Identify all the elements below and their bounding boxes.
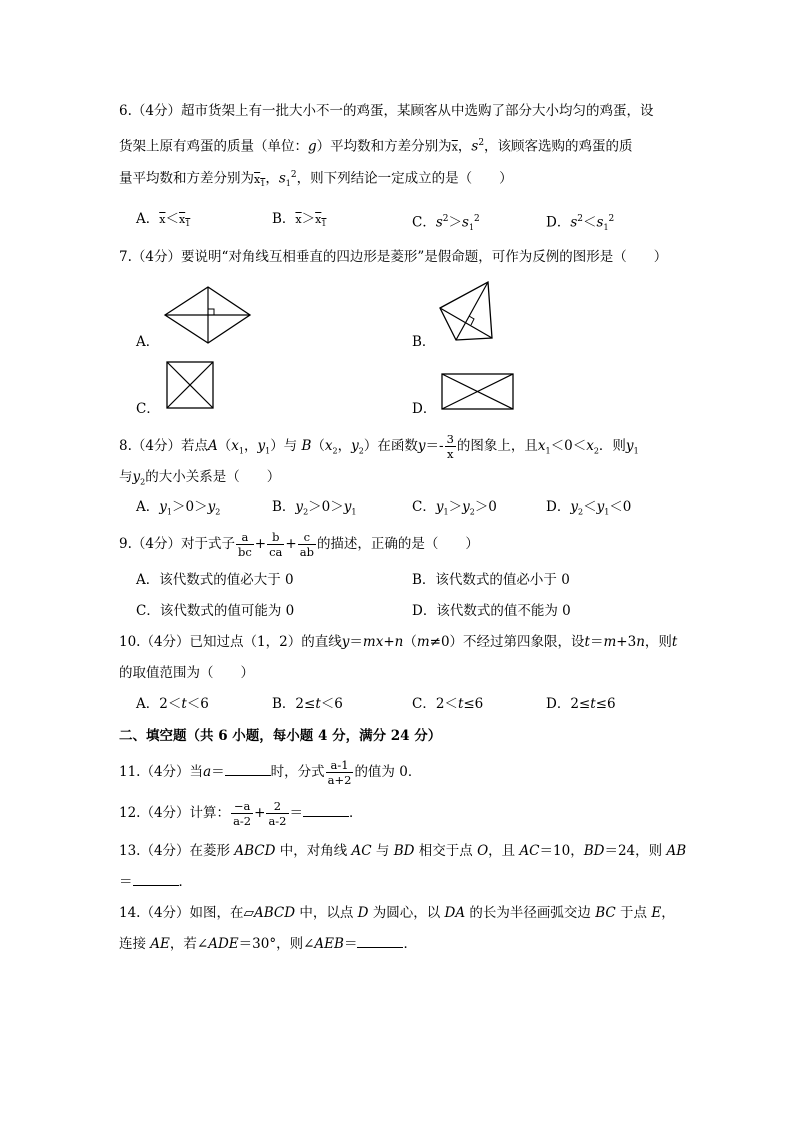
q6-option-a[interactable]: A．$\overline{x}<x_1$ [136, 211, 191, 229]
q7-label-d[interactable]: D． [412, 401, 437, 417]
q7-label-c[interactable]: C． [136, 401, 160, 417]
q9-option-b[interactable]: B．该代数式的值必小于 0 [412, 572, 570, 588]
q6-option-d[interactable]: D．$s^2<s_1^2$ [546, 214, 615, 233]
q8-option-c[interactable]: C．$y_1>y_2>0$ [412, 499, 497, 517]
q9-option-c[interactable]: C．该代数式的值可能为 0 [136, 603, 295, 619]
q14-line1: 14.（4分）如图，在▱ABCD 中，以点 D 为圆心，以 DA 的长为半径画弧交边 BC 于点 E， [119, 905, 675, 921]
q14-answer-blank[interactable] [357, 934, 403, 948]
q7-figure-a [160, 283, 255, 348]
q6-option-b[interactable]: B．$\overline{x}>x_1$ [272, 211, 327, 229]
q12-stem: 12.（4分）计算： $\frac{-a}{a-2}$ + $\frac{2}{a-2}$ ＝ ． [119, 799, 363, 828]
q7-stem: 7.（4分）要说明“对角线互相垂直的四边形是菱形”是假命题，可作为反例的图形是（ ） [119, 249, 668, 265]
q8-line1: 8.（4分）若点$A(x_1$，$y_1$）与 $B(x_2$，$y_2$）在函数y＝- $\frac{3}{x}$ 的图象上，且$x_1<0<x_2$．则$y_1$ [119, 432, 639, 461]
q13-answer-blank[interactable] [133, 872, 179, 886]
q7-label-b[interactable]: B． [412, 334, 436, 350]
q7-label-a[interactable]: A． [136, 334, 160, 350]
q6-line1: 6.（4分）超市货架上有一批大小不一的鸡蛋，某顾客从中选购了部分大小均匀的鸡蛋，设 [119, 103, 654, 119]
q10-option-b[interactable]: B．2≤t＜6 [272, 696, 343, 712]
q11-answer-blank[interactable] [225, 762, 271, 776]
q7-figure-c [165, 360, 215, 410]
q6-line2: 货架上原有鸡蛋的质量（单位：g）平均数和方差分别为$\overline{x}$，$s^2$，该顾客选购的鸡蛋的质 [119, 138, 633, 155]
q8-option-b[interactable]: B．$y_2>0>y_1$ [272, 499, 357, 517]
q6-line3: 量平均数和方差分别为$x_1$，$s_1^2$，则下列结论一定成立的是（ ） [119, 170, 513, 189]
q10-option-a[interactable]: A．2＜t＜6 [136, 696, 209, 712]
q10-option-c[interactable]: C．2＜t≤6 [412, 696, 484, 712]
q13-line1: 13.（4分）在菱形 ABCD 中，对角线 AC 与 BD 相交于点 O，且 AC＝10，BD＝24，则 AB [119, 843, 687, 859]
q9-option-d[interactable]: D．该代数式的值不能为 0 [412, 603, 571, 619]
q9-option-a[interactable]: A．该代数式的值必大于 0 [136, 572, 294, 588]
q10-option-d[interactable]: D．2≤t≤6 [546, 696, 616, 712]
section-fill-in-heading: 二、填空题（共 6 小题，每小题 4 分，满分 24 分） [119, 728, 442, 744]
q8-option-a[interactable]: A．$y_1>0>y_2$ [136, 499, 221, 517]
q8-option-d[interactable]: D．$y_2<y_1<0$ [546, 499, 632, 517]
q14-line2: 连接 AE，若∠ADE＝30°，则∠AEB＝ ． [119, 936, 417, 952]
q7-figure-b [436, 278, 496, 344]
q6-option-c[interactable]: C．$s^2>s_1^2$ [412, 214, 480, 233]
q8-line2: 与$y_2$的大小关系是（ ） [119, 469, 281, 487]
q7-figure-d [440, 372, 515, 412]
q10-line1: 10.（4分）已知过点（1，2）的直线y＝mx+n（m≠0）不经过第四象限，设t＝m+3n，则t [119, 634, 678, 650]
q11-stem: 11.（4分）当a＝ 时，分式 $\frac{a-1}{a+2}$ 的值为 0． [119, 758, 422, 787]
q13-line2: ＝ ． [119, 874, 192, 890]
q10-line2: 的取值范围为（ ） [119, 665, 254, 681]
q12-answer-blank[interactable] [303, 803, 349, 817]
q9-stem: 9.（4分）对于式子 $\frac{a}{bc}$ + $\frac{b}{ca}$ + $\frac{c}{ab}$ 的描述，正确的是（ ） [119, 530, 479, 559]
